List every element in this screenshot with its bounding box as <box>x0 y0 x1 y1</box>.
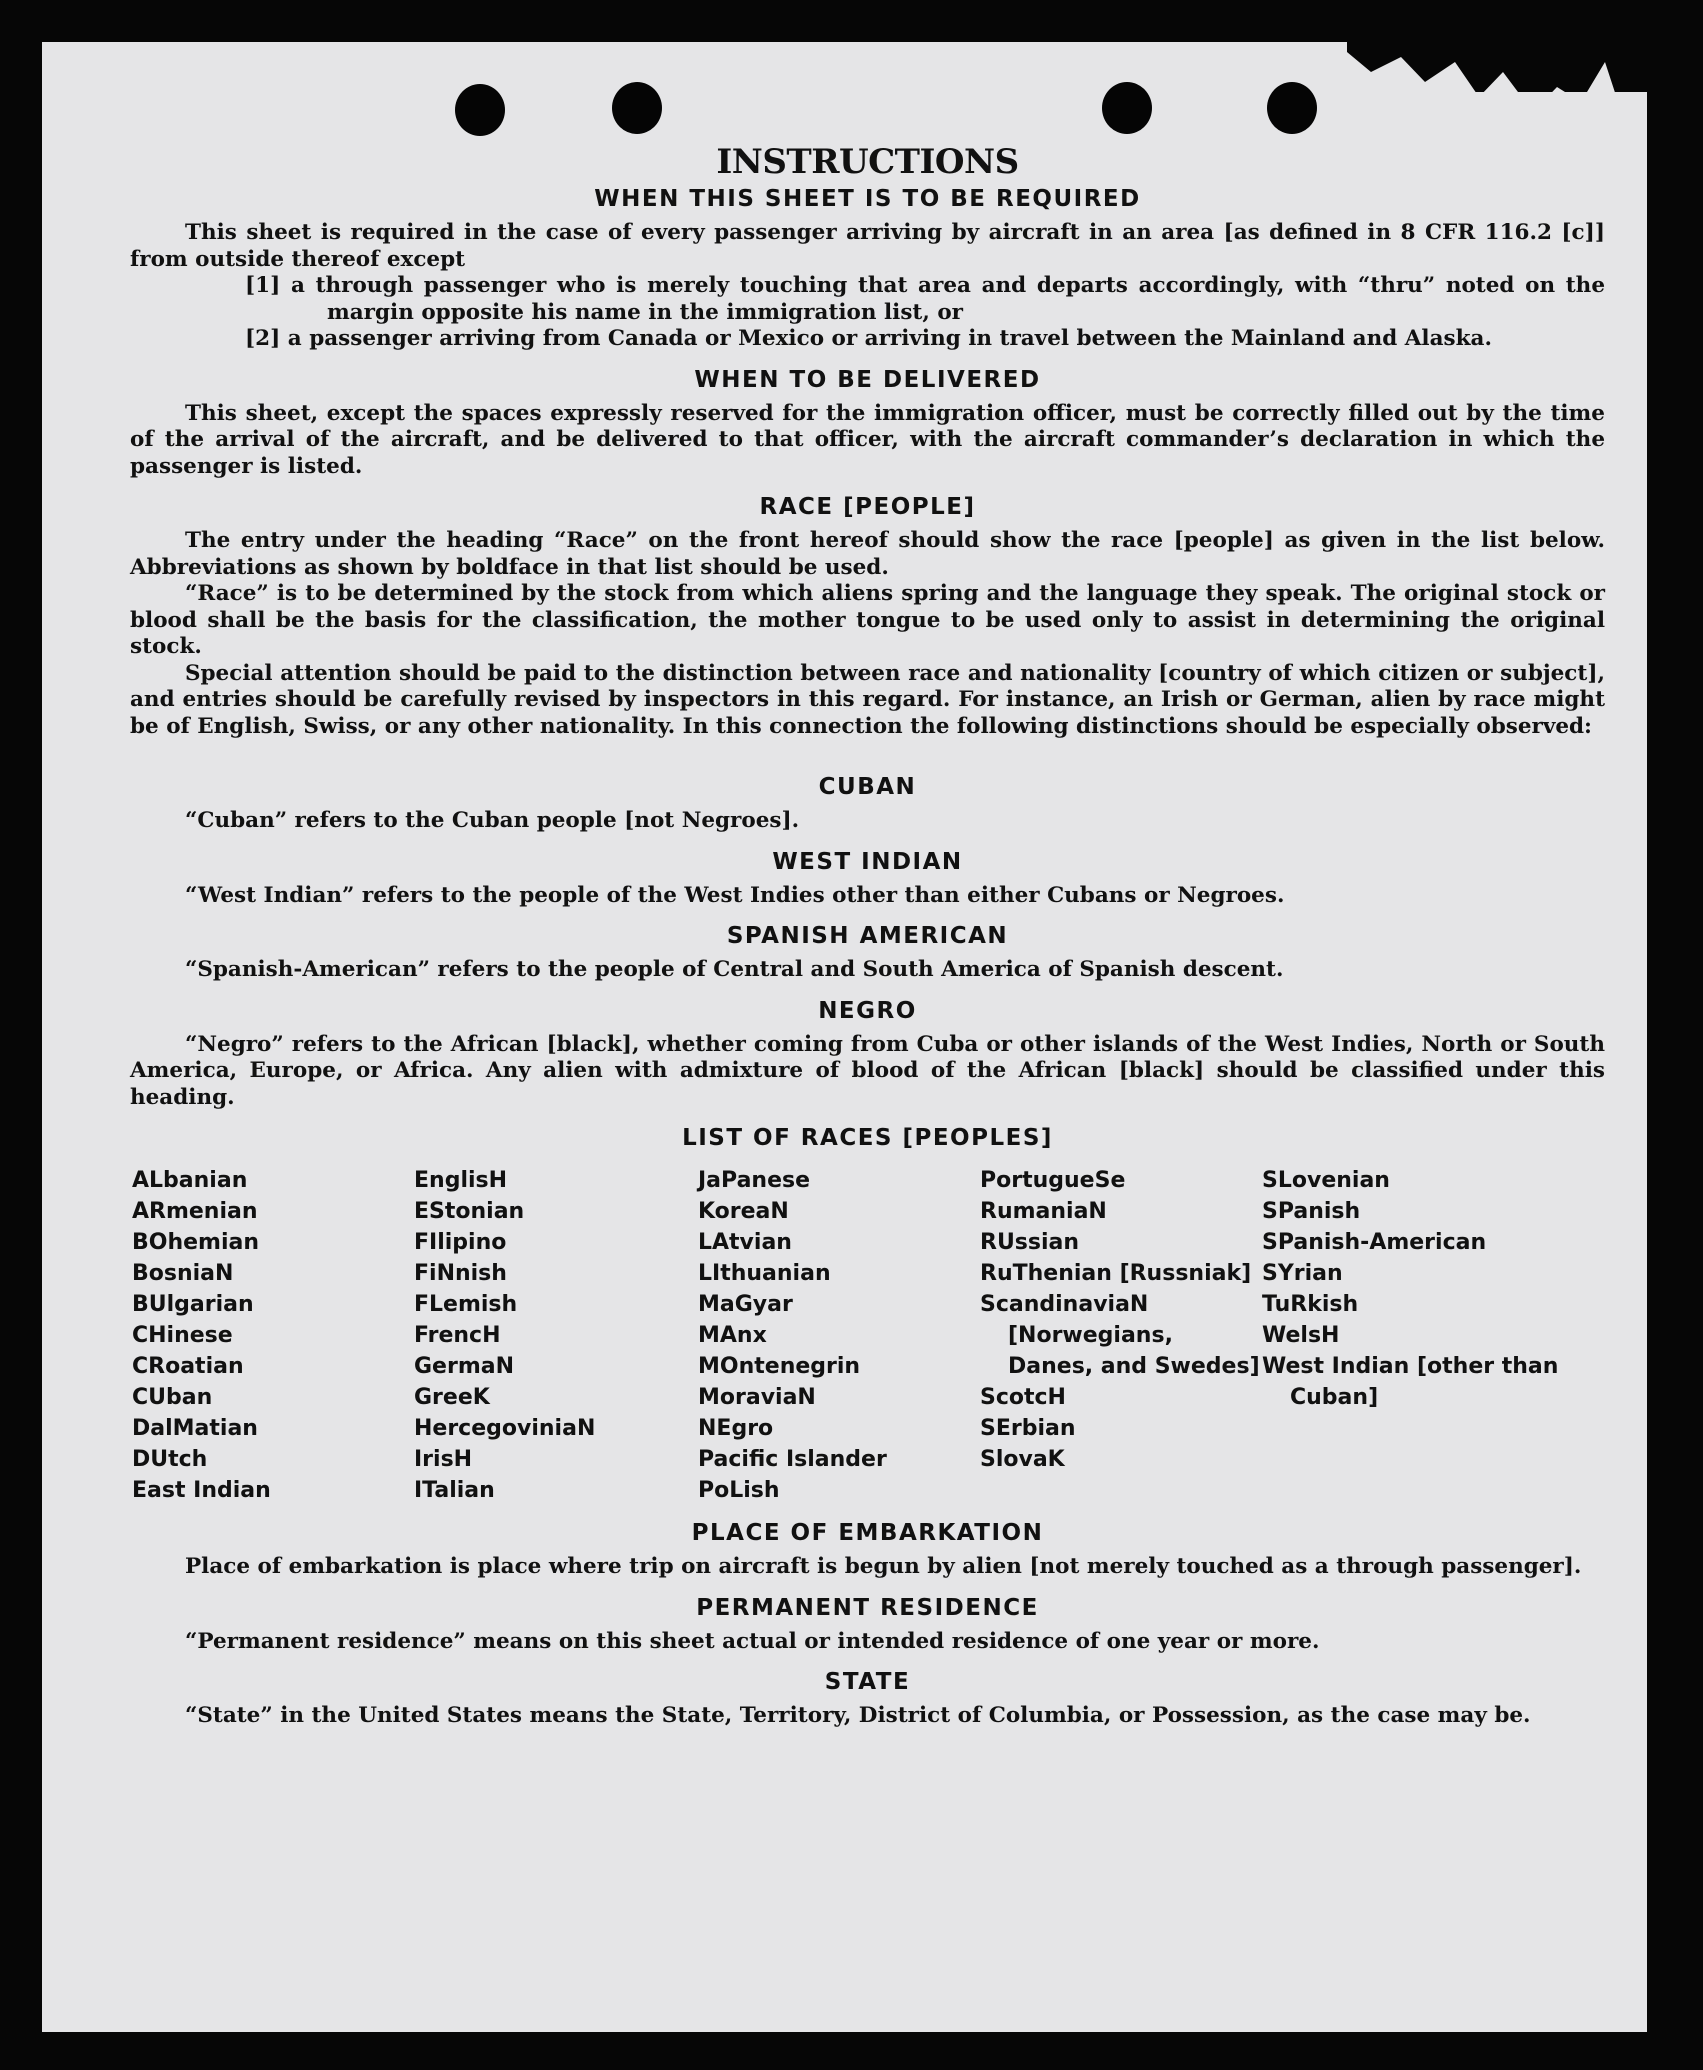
race-entry: RumaniaN <box>980 1199 1107 1224</box>
cuban-text: “Cuban” refers to the Cuban people [not Negroes]. <box>185 808 800 833</box>
race-entry: SYrian <box>1262 1261 1343 1286</box>
races-column-5 <box>1262 1165 1605 1506</box>
race-entry: GreeK <box>414 1385 490 1410</box>
heading-negro: NEGRO <box>818 997 917 1024</box>
race-entry: ARmenian <box>132 1199 258 1224</box>
race-entry: DUtch <box>132 1447 208 1472</box>
when-required-intro: This sheet is required in the case of every passenger arriving by aircraft in an area [as defined in 8 CFR 116.2 [c]] from outside thereof except <box>130 220 1605 272</box>
heading-when-delivered: WHEN TO BE DELIVERED <box>694 366 1041 393</box>
heading-race: RACE [PEOPLE] <box>759 494 976 520</box>
punch-hole <box>612 82 662 134</box>
race-entry: CHinese <box>132 1323 233 1348</box>
race-entry: West Indian [other than Cuban] <box>1262 1354 1567 1410</box>
heading-spanish-american: SPANISH AMERICAN <box>726 923 1009 949</box>
races-column-2 <box>414 1165 698 1506</box>
race-entry: HercegoviniaN <box>414 1416 596 1441</box>
races-list <box>132 1165 1605 1506</box>
race-entry: ALbanian <box>132 1168 248 1193</box>
race-entry: PortugueSe <box>980 1168 1126 1193</box>
race-entry: MoraviaN <box>698 1385 816 1410</box>
race-entry: FiNnish <box>414 1261 507 1286</box>
heading-permanent-residence: PERMANENT RESIDENCE <box>696 1594 1039 1621</box>
race-entry: East Indian <box>132 1478 271 1503</box>
race-entry: FIlipino <box>414 1230 507 1255</box>
embarkation-text: Place of embarkation is place where trip on aircraft is begun by alien [not merely touched as a through passenger]. <box>185 1554 1582 1579</box>
when-required-item-1: [1] a through passenger who is merely touching that area and departs accordingly, with “thru” noted on the margin opposite his name in the immigration list, or <box>245 273 1605 325</box>
race-entry: RUssian <box>980 1230 1080 1255</box>
race-entry: ScandinaviaN [Norwegians, Danes, and Swedes] <box>980 1292 1260 1379</box>
race-entry: Pacific Islander <box>698 1447 887 1472</box>
torn-edge <box>1347 42 1647 92</box>
race-entry: BUlgarian <box>132 1292 254 1317</box>
races-column-4 <box>980 1165 1262 1506</box>
heading-west-indian: WEST INDIAN <box>772 848 963 875</box>
race-paragraph-2: “Race” is to be determined by the stock from which aliens spring and the language they speak. The original stock or blood shall be the basis for the classification, the mother tongue to be used only to assist in determining the original stock. <box>130 581 1605 659</box>
race-entry: SPanish-American <box>1262 1230 1487 1255</box>
when-required-item-2: [2] a passenger arriving from Canada or Mexico or arriving in travel between the Mainland and Alaska. <box>245 326 1492 351</box>
race-entry: EnglisH <box>414 1168 508 1193</box>
race-entry: EStonian <box>414 1199 525 1224</box>
race-entry: SPanish <box>1262 1199 1361 1224</box>
page-title: INSTRUCTIONS <box>716 142 1019 182</box>
race-paragraph-1: The entry under the heading “Race” on the front hereof should show the race [people] as given in the list below. Abbreviations as shown by boldface in that list should be used. <box>130 528 1605 580</box>
race-entry: ITalian <box>414 1478 495 1503</box>
race-entry: IrisH <box>414 1447 473 1472</box>
permanent-residence-text: “Permanent residence” means on this sheet actual or intended residence of one year or more. <box>185 1628 1320 1654</box>
punch-hole <box>1267 82 1317 134</box>
race-entry: SLovenian <box>1262 1168 1390 1193</box>
document-page <box>42 42 1647 2032</box>
race-entry: LIthuanian <box>698 1261 831 1286</box>
race-entry: JaPanese <box>698 1168 811 1193</box>
race-entry: SlovaK <box>980 1447 1065 1472</box>
race-entry: FLemish <box>414 1292 518 1317</box>
race-entry: GermaN <box>414 1354 515 1379</box>
document-content <box>130 138 1605 1730</box>
heading-embarkation: PLACE OF EMBARKATION <box>691 1520 1044 1546</box>
race-entry: RuThenian [Russniak] <box>980 1261 1252 1286</box>
race-entry: FrencH <box>414 1323 501 1348</box>
race-entry: BosniaN <box>132 1261 234 1286</box>
race-entry: MOntenegrin <box>698 1354 861 1379</box>
heading-list-of-races: LIST OF RACES [PEOPLES] <box>682 1125 1053 1151</box>
race-entry: MaGyar <box>698 1292 793 1317</box>
race-entry: NEgro <box>698 1416 774 1441</box>
heading-state: STATE <box>824 1669 911 1695</box>
race-entry: SErbian <box>980 1416 1076 1441</box>
race-entry: CUban <box>132 1385 213 1410</box>
race-entry: LAtvian <box>698 1230 792 1255</box>
spanish-american-text: “Spanish-American” refers to the people of Central and South America of Spanish descent. <box>185 957 1284 982</box>
punch-hole <box>1102 82 1152 134</box>
race-entry: ScotcH <box>980 1385 1066 1410</box>
race-paragraph-3: Special attention should be paid to the distinction between race and nationality [country of which citizen or subject], and entries should be carefully revised by inspectors in this regard. For instance, an Irish or German, alien by race might be of English, Swiss, or any other nationality. In this connection the following distinctions should be especially observed: <box>130 660 1605 739</box>
races-column-3 <box>698 1165 980 1506</box>
race-entry: TuRkish <box>1262 1292 1359 1317</box>
west-indian-text: “West Indian” refers to the people of the West Indies other than either Cubans or Negroes. <box>185 882 1285 908</box>
races-column-1 <box>132 1165 414 1506</box>
state-text: “State” in the United States means the State, Territory, District of Columbia, or Possession, as the case may be. <box>185 1703 1531 1728</box>
race-entry: BOhemian <box>132 1230 260 1255</box>
race-entry: KoreaN <box>698 1199 789 1224</box>
heading-cuban: CUBAN <box>818 774 917 800</box>
race-entry: MAnx <box>698 1323 767 1348</box>
heading-when-required: WHEN THIS SHEET IS TO BE REQUIRED <box>594 186 1141 212</box>
when-delivered-text: This sheet, except the spaces expressly reserved for the immigration officer, must be correctly filled out by the time of the arrival of the aircraft, and be delivered to that officer, with the aircraft commander’s declaration in which the passenger is listed. <box>130 400 1605 479</box>
punch-hole <box>455 84 505 136</box>
race-entry: DalMatian <box>132 1416 258 1441</box>
race-entry: CRoatian <box>132 1354 244 1379</box>
negro-text: “Negro” refers to the African [black], whether coming from Cuba or other islands of the West Indies, North or South America, Europe, or Africa. Any alien with admixture of blood of the African [black] should be classified under this heading. <box>130 1031 1605 1110</box>
race-entry: WelsH <box>1262 1323 1340 1348</box>
race-entry: PoLish <box>698 1478 780 1503</box>
